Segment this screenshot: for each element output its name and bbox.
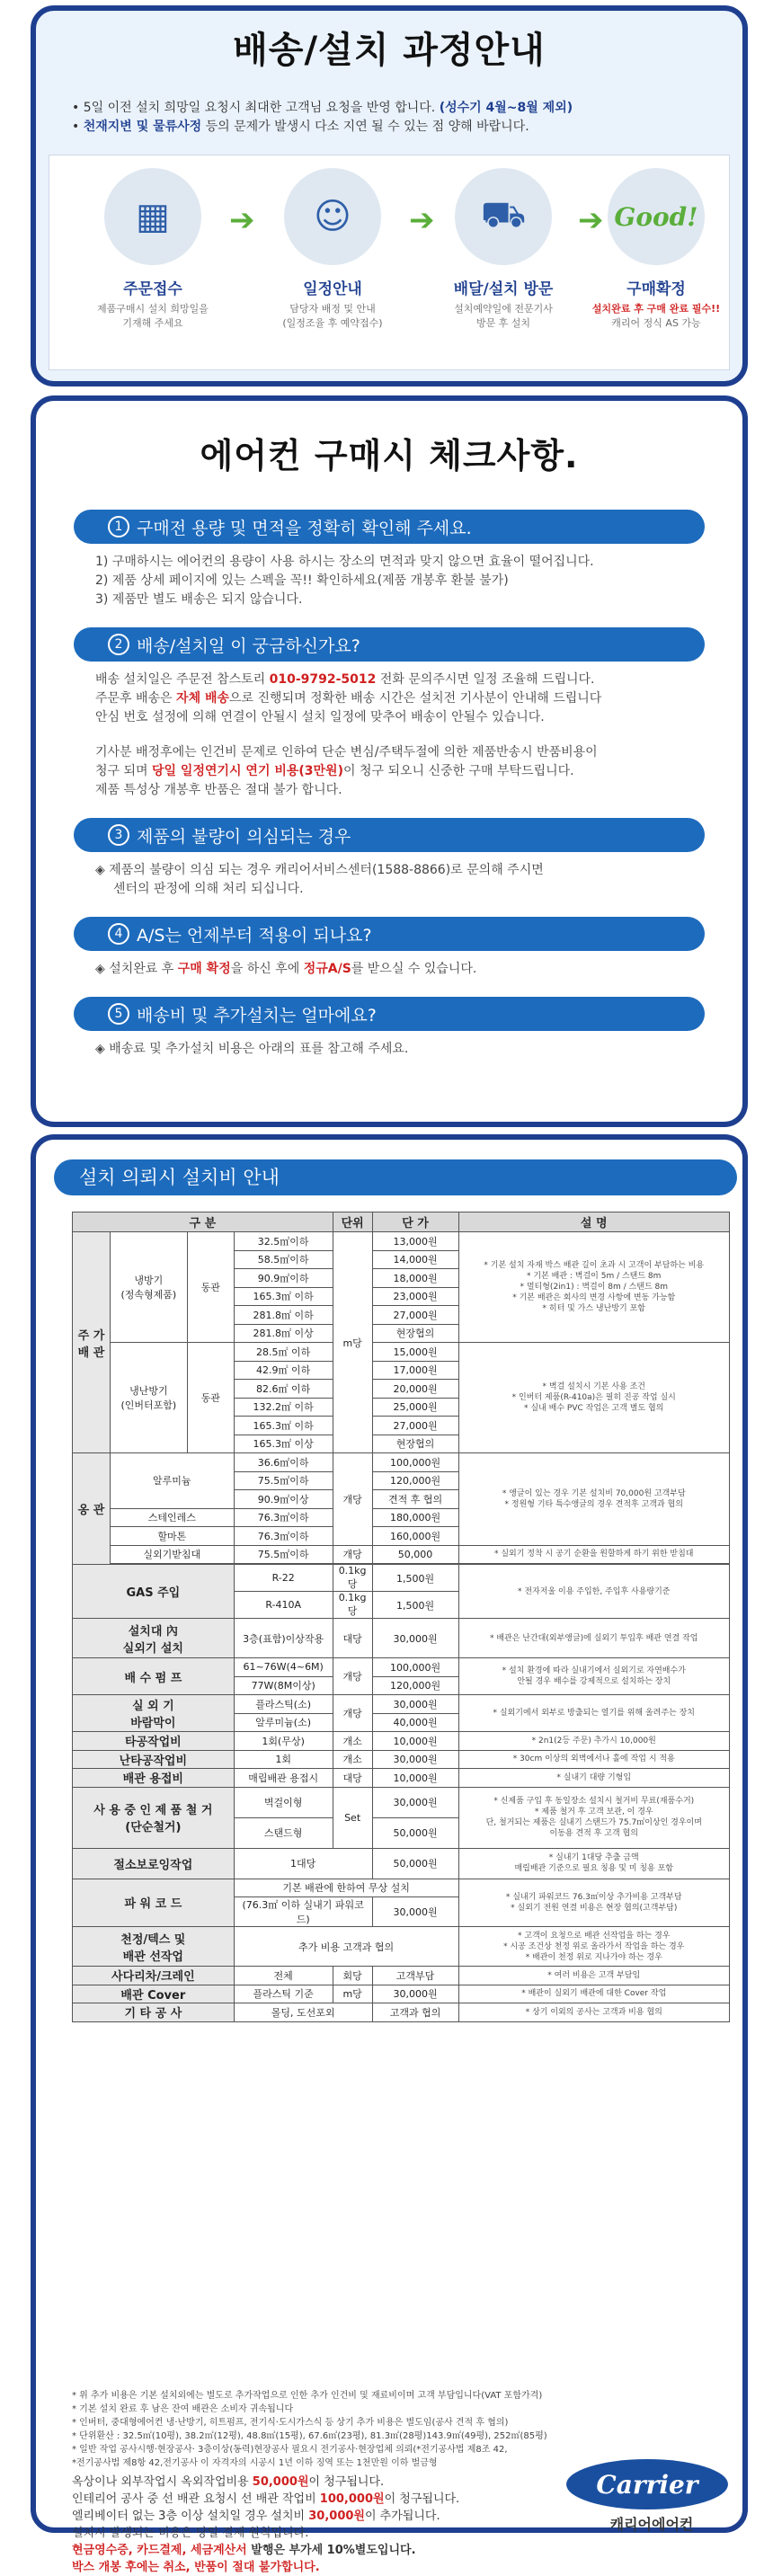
note-line-1: • 5일 이전 설치 희망일 요청시 최대한 고객님 요청을 반영 합니다. (성수기 4월~8월 제외) bbox=[72, 101, 573, 115]
table-row: 165.3㎡ 이하 23,000원 bbox=[73, 1287, 730, 1306]
step-confirm: Good! 구매확정 설치완료 후 구매 완료 필수!! 캐리어 정식 AS 가능 bbox=[580, 168, 733, 331]
table-row: R-410A 0.1kg당 1,500원 bbox=[73, 1592, 730, 1619]
table-row: 42.9㎡ 이하 17,000원 bbox=[73, 1361, 730, 1380]
table-row: 165.3㎡ 이상 현장협의 bbox=[73, 1435, 730, 1453]
headset-icon: ☺ bbox=[284, 168, 381, 265]
table-row: 알루미늄(소) 40,000원 bbox=[73, 1713, 730, 1732]
table-row: 천정/텍스 및 배관 선작업 추가 비용 고객과 협의 * 고객이 요청으로 배관 선작업을 하는 경우 * 시공 조건상 천정 위로 올라가서 작업을 하는 경우 * 배관이 천정 위로 지나가야 하는 경우 bbox=[73, 1927, 730, 1967]
calculator-icon: ▦ bbox=[104, 168, 201, 265]
checklist-title: 에어컨 구매시 체크사항. bbox=[200, 436, 579, 475]
good-icon: Good! bbox=[608, 168, 705, 265]
table-row: 주 가 배 관 냉방기 (정속형제품) 동관 32.5㎡이하 m당 13,000원 * 기본 설치 자재 박스 배관 길이 초과 시 고객이 부담하는 비용 * 기본 배관 : 벽걸이 5m / 스탠드 8m * 멀티형(2in1) : 벽걸이 8m / 스탠드 8m * 기본 배관은 회사의 변경 사항에 변동 가능함 * 히터 및 가스 냉난방기 포함 bbox=[73, 1232, 730, 1251]
table-row: 배관 용접비 매립배관 용접시 대당 10,000원 * 실내기 대량 기형입 bbox=[73, 1769, 730, 1788]
table-row: 82.6㎡ 이하 20,000원 bbox=[73, 1380, 730, 1399]
delivery-notes bbox=[36, 83, 742, 137]
question-3: 3 제품의 불량이 의심되는 경우 bbox=[74, 818, 705, 852]
carrier-logo: Carrier 캐리어에어컨 bbox=[566, 2459, 737, 2534]
table-row: 77W(8M이상) 120,000원 bbox=[73, 1676, 730, 1695]
table-row: 기 타 공 사 몰딩, 도선포외 고객과 협의 * 상기 이외의 공사는 고객과 비용 협의 bbox=[73, 2003, 730, 2022]
table-row: 75.5㎡이하 120,000원 bbox=[73, 1471, 730, 1490]
table-row: 90.9㎡이상 견적 후 협의 bbox=[73, 1490, 730, 1509]
fee-title: 설치 의뢰시 설치비 안내 bbox=[54, 1159, 737, 1195]
table-row: 할마톤 76.3㎡이하 160,000원 bbox=[73, 1527, 730, 1546]
question-1: 1 구매전 용량 및 면적을 정확히 확인해 주세요. bbox=[74, 510, 705, 544]
arrow-right-icon: ➔ bbox=[578, 202, 604, 238]
arrow-right-icon: ➔ bbox=[229, 202, 255, 238]
carrier-logo-icon: Carrier bbox=[566, 2459, 728, 2509]
purchase-checklist-section bbox=[31, 395, 748, 1127]
fee-footnotes: * 위 추가 비용은 기본 설치외에는 별도로 추가작업으로 인한 추가 인건비 및 재료비이며 고객 부담입니다(VAT 포함가격) * 기본 설치 완료 후 남은 잔여 배관은 소비자 귀속됩니다 * 인버터, 중대형에어컨 냉·난방기, 히트펌프, 전기식·도시가스식 등 상기 추가 비용은 별도임(공사 견적 후 협의) * 단위환산 : 32.5㎡(10평), 38.2㎡(12평), 48.8㎡(15평), 67.6㎡(23평), 81.3㎡(28평)143.9㎡(49평), 252㎡(85평) * 일반 작업 공사시행·현장공사· 3층이상(동력)현장공사 필요시 전기공사·현장업체 의뢰(*전기공사법 제8조 42, *전기공사법 제8항 42,전기공사 이 자격자의 시공시 1년 이하 징역 또는 1천만원 이하 벌금형 옥상이나 외부작업시 옥외작업비용 50,000원이 청구됩니다. 인테리어 공사 중 선 배관 요청시 선 배관 작업비 100,000원이 청구됩니다. 엘리베이터 없는 3층 이상 설치일 경우 설치비 30,000원이 추가됩니다. 설치시 발생되는 비용은 당일 결제 원칙입니다. 현금영수증, 카드결제, 세금계산서 발행은 부가세 10%별도입니다. 박스 개봉 후에는 취소, 반품이 절대 불가합니다. bbox=[72, 2391, 547, 2574]
process-steps bbox=[49, 155, 730, 370]
table-row: 스테인레스 76.3㎡이하 180,000원 bbox=[73, 1508, 730, 1527]
table-row: 스탠드형 50,000원 bbox=[73, 1817, 730, 1848]
table-row: 165.3㎡ 이하 27,000원 bbox=[73, 1417, 730, 1435]
answer-5: ◈ 배송료 및 추가설치 비용은 아래의 표를 참고해 주세요. bbox=[95, 1042, 409, 1056]
table-row: 옹 관 알루미늄 36.6㎡이하 개당 100,000원 * 앵글이 있는 경우 기본 설치비 70,000원 고객부담 * 정원형 기타 특수앵글의 경우 견적후 고객과 협의 bbox=[73, 1453, 730, 1472]
table-row: 132.2㎡ 이하 25,000원 bbox=[73, 1398, 730, 1417]
table-row: 실외기받침대 75.5㎡이하 개당 50,000 * 실외기 정착 시 공기 순환을 원할하게 하기 위한 받침대 bbox=[73, 1545, 730, 1564]
table-row: 실 외 기 바람막이 플라스틱(소) 개당 30,000원 * 실외기에서 외부로 방출되는 열기를 위해 올려주는 장치 bbox=[73, 1695, 730, 1714]
table-row: 사 용 중 인 제 품 철 거 (단순철거) 벽걸이형 Set 30,000원 * 신제품 구입 후 동일장소 설치시 철거비 무료(재품수거) * 제품 철거 후 고객 보관, 이 경우 단, 철거되는 제품은 실내기 스탠드가 75.7㎡이상인 경우이며 이동용 견적 후 고객 협의 bbox=[73, 1787, 730, 1817]
table-row: 배관 Cover 플라스틱 기준 m당 30,000원 * 배관이 실외기 배관에 대한 Cover 작업 bbox=[73, 1985, 730, 2003]
table-row: 배 수 펌 프 61~76W(4~6M) 개당 100,000원 * 설치 환경에 따라 실내기에서 실외기로 자연배수가 안될 경우 배수를 강제적으로 설치하는 장치 bbox=[73, 1658, 730, 1677]
answer-1: 1) 구매하시는 에어컨의 용량이 사용 하시는 장소의 면적과 맞지 않으면 효율이 떨어집니다. 2) 제품 상세 페이지에 있는 스펙을 꼭!! 확인하세요(제품 개봉후 환불 불가) 3) 제품만 별도 배송은 되지 않습니다. bbox=[95, 555, 594, 607]
question-2: 2 배송/설치일 이 궁금하신가요? bbox=[74, 627, 705, 662]
table-row: 냉난방기 (인버터포함) 동관 28.5㎡ 이하 15,000원 * 벽걸 설치시 기본 사용 조건 * 인버터 제품(R-410a)은 필히 진공 작업 실시 * 실내 배수 PVC 작업은 고객 별도 협의 bbox=[73, 1343, 730, 1362]
fee-table bbox=[72, 1212, 730, 2022]
table-row: 파 워 코 드 기본 배관에 한하여 무상 설치 * 실내기 파워코드 76.3㎡이상 추가비용 고객부담 * 실외기 전원 연결 비용은 현장 협의(고객부담) bbox=[73, 1879, 730, 1897]
table-row: (76.3㎡ 이하 실내기 파워코드) 30,000원 bbox=[73, 1897, 730, 1927]
question-4: 4 A/S는 언제부터 적용이 되나요? bbox=[74, 917, 705, 951]
arrow-right-icon: ➔ bbox=[409, 202, 435, 238]
table-row: 타공작업비 1회(무상) 개소 10,000원 * 2n1(2등 주문) 추가시 10,000원 bbox=[73, 1732, 730, 1751]
table-row: 58.5㎡이하 14,000원 bbox=[73, 1250, 730, 1269]
table-row: 90.9㎡이하 18,000원 bbox=[73, 1269, 730, 1288]
table-row: GAS 주입 R-22 0.1kg당 1,500원 * 전자저울 이용 주입한, 주입후 사용량기준 bbox=[73, 1565, 730, 1592]
delivery-process-section bbox=[31, 5, 748, 386]
table-row: 281.8㎡ 이하 27,000원 bbox=[73, 1306, 730, 1325]
step-visit: ⛟ 배달/설치 방문 설치예약일에 전문기사 방문 후 설치 bbox=[427, 168, 580, 331]
answer-4: ◈ 설치완료 후 구매 확정을 하신 후에 정규A/S를 받으실 수 있습니다. bbox=[95, 962, 477, 976]
note-line-2: • 천재지변 및 물류사정 등의 문제가 발생시 다소 지연 될 수 있는 점 양해 바랍니다. bbox=[72, 120, 529, 134]
table-row: 281.8㎡ 이상 현장협의 bbox=[73, 1324, 730, 1343]
question-5: 5 배송비 및 추가설치는 얼마에요? bbox=[74, 997, 705, 1031]
answer-3: ◈ 제품의 불량이 의심 되는 경우 캐리어서비스센터(1588-8866)로 문의해 주시면 센터의 판정에 의해 처리 되십니다. bbox=[95, 863, 544, 896]
installation-fee-section bbox=[31, 1134, 748, 2574]
table-row: 사다리차/크레인 전체 회당 고객부담 * 여러 비용은 고객 부담임 bbox=[73, 1967, 730, 1985]
table-header: 구 분 단위 단 가 설 명 bbox=[73, 1212, 730, 1232]
table-row: 절소보로잉작업 1대당 50,000원 * 실내기 1대당 추출 금액 매립배관 기준으로 필요 칭용 및 미 칭용 포함 bbox=[73, 1848, 730, 1879]
table-row: 설치대 內 실외기 설치 3층(표함)이상작용 대당 30,000원 * 배관은 난간대(외부앵글)에 실외기 투입후 배관 연결 작업 bbox=[73, 1619, 730, 1658]
delivery-process-title: 배송/설치 과정안내 bbox=[233, 29, 546, 71]
step-schedule: ☺ 일정안내 담당자 배정 및 안내 (일정조율 후 예약접수) bbox=[256, 168, 409, 331]
table-row: 난타공작업비 1회 개소 30,000원 * 30cm 이상의 외벽에서나 홀에 작업 시 적용 bbox=[73, 1750, 730, 1769]
step-order: ▦ 주문접수 제품구매시 설치 희망일을 기재해 주세요 bbox=[76, 168, 229, 331]
answer-2: 배송 설치일은 주문전 참스토리 010-9792-5012 전화 문의주시면 일정 조율해 드립니다. 주문후 배송은 자체 배송으로 진행되며 정확한 배송 시간은 설치전 기사분이 안내해 드립니다 안심 번호 설정에 의해 연결이 안될시 설치 일정에 맞추어 배송이 안될수 있습니다. 기사분 배정후에는 인건비 문제로 인하여 단순 변심/주택두절에 의한 제품반송시 반품비용이 청구 되며 당일 일정연기시 연기 비용(3만원)이 청구 되오니 신중한 구매 부탁드립니다. 제품 특성상 개봉후 반품은 절대 불가 합니다. bbox=[95, 672, 602, 797]
truck-icon: ⛟ bbox=[455, 168, 552, 265]
